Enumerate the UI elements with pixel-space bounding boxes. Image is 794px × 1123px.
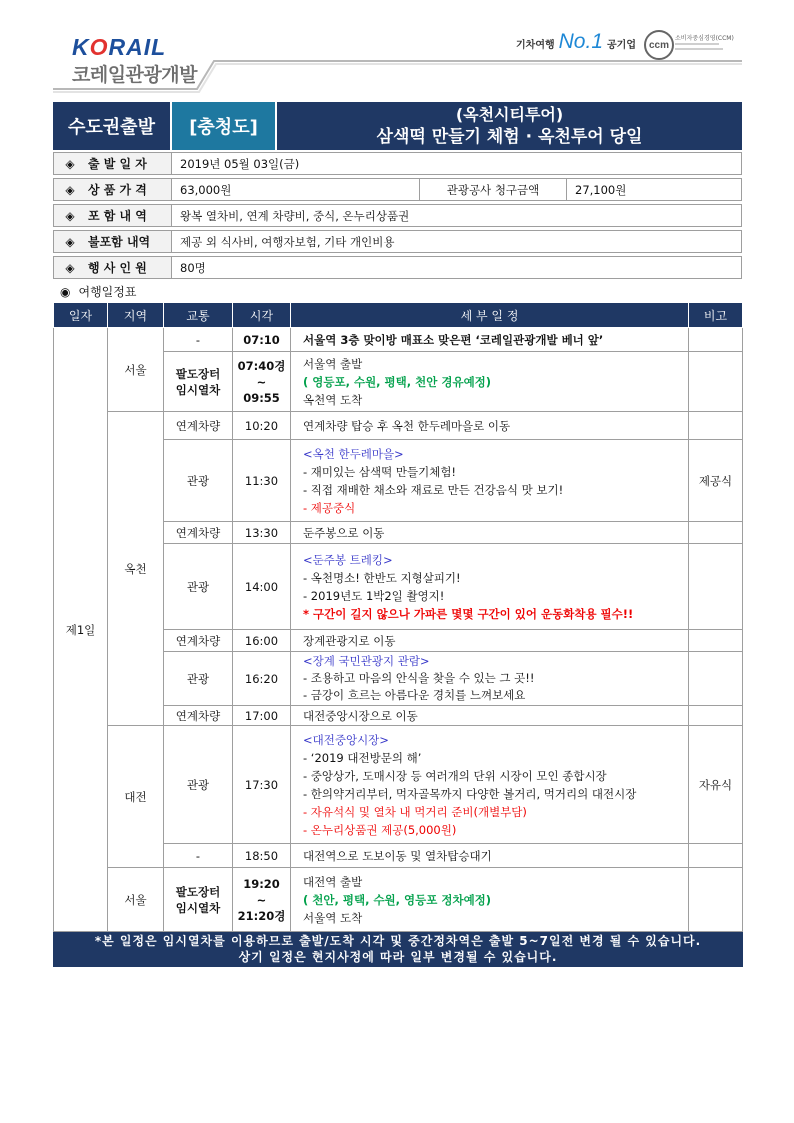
note-cell [689, 652, 743, 706]
schedule-heading [60, 283, 136, 300]
region-box [172, 102, 275, 150]
time-cell [233, 522, 291, 544]
time-cell [233, 868, 291, 932]
time-cell [233, 706, 291, 726]
time-text: 07:40경 [237, 358, 286, 373]
info-row-excluded [53, 230, 742, 253]
diamond-bullet-icon: ◈ [65, 260, 75, 275]
detail-line: 장계관광지로 이동 [303, 633, 396, 648]
ccm-detail-line [675, 48, 723, 50]
day-label: 제1일 [65, 622, 96, 637]
transport-cell [164, 844, 233, 868]
detail-line-voucher: - 온누리상품권 제공(5,000원) [303, 822, 457, 837]
detail-cell [291, 440, 689, 522]
transport-text: 연계차량 [175, 708, 221, 723]
transport-text: - [195, 848, 201, 863]
footer-notice-line: 상기 일정은 현지사정에 따라 일부 변경될 수 있습니다. [238, 950, 558, 964]
note-text: 제공식 [698, 473, 733, 488]
time-cell [233, 352, 291, 412]
tour-subtitle: (옥천시티투어) [455, 105, 564, 124]
detail-line: 둔주봉으로 이동 [303, 525, 385, 540]
info-label-cell [53, 152, 172, 175]
info-label-cell [53, 256, 172, 279]
transport-cell [164, 652, 233, 706]
info-row-price [53, 178, 742, 201]
detail-line-stops: ( 영등포, 수원, 평택, 천안 경유예정) [303, 374, 492, 389]
time-cell [233, 412, 291, 440]
slogan [516, 30, 636, 56]
region-name: 옥천 [124, 561, 147, 576]
diamond-bullet-icon: ◈ [65, 182, 75, 197]
region-name: 대전 [124, 789, 147, 804]
info-label-cell [53, 230, 172, 253]
schedule-heading-text: 여행일정표 [78, 285, 137, 299]
detail-cell [291, 706, 689, 726]
note-cell [689, 328, 743, 352]
detail-cell [291, 412, 689, 440]
detail-cell [291, 352, 689, 412]
header-day: 일자 [54, 303, 108, 328]
time-cell [233, 726, 291, 844]
departure-date-value: 2019년 05월 03일(금) [172, 152, 742, 175]
header-time: 시각 [233, 303, 291, 328]
transport-cell [164, 328, 233, 352]
transport-cell [164, 412, 233, 440]
time-cell [233, 652, 291, 706]
detail-line: - 중앙상가, 도매시장 등 여러개의 단위 시장이 모인 종합시장 [303, 768, 607, 783]
transport-cell [164, 522, 233, 544]
region-name: 서울 [124, 362, 147, 377]
slogan-suffix: 공기업 [607, 40, 636, 51]
day-cell [54, 328, 108, 932]
time-text: 11:30 [244, 473, 279, 488]
detail-line-heading: <옥천 한두레마을> [303, 446, 404, 461]
logo-letter-k: K [72, 34, 90, 60]
detail-line: 대전역 출발 [303, 874, 363, 889]
tour-title-box [277, 102, 742, 150]
slogan-rank: No.1 [558, 30, 603, 53]
note-cell [689, 352, 743, 412]
tour-title: 삼색떡 만들기 체험 · 옥천투어 당일 [376, 127, 643, 147]
time-text: ~ [256, 892, 267, 907]
time-text: 10:20 [244, 418, 279, 433]
slogan-prefix: 기차여행 [516, 40, 555, 51]
detail-line-heading: <둔주봉 트레킹> [303, 552, 393, 567]
transport-cell [164, 544, 233, 630]
region-cell-okcheon [108, 412, 164, 726]
region-name: 서울 [124, 892, 147, 907]
participants-value: 80명 [172, 256, 742, 279]
detail-line: - 2019년도 1박2일 촬영지! [303, 588, 445, 603]
detail-line-meal: - 제공중식 [303, 500, 356, 515]
claim-amount-value: 27,100원 [567, 178, 742, 201]
time-text: ~ [256, 374, 267, 389]
time-text: 17:00 [244, 708, 279, 723]
transport-text: 팔도장터 [175, 884, 221, 899]
time-text: 16:20 [244, 671, 279, 686]
table-row [54, 726, 743, 844]
time-text: 16:00 [244, 633, 279, 648]
note-cell [689, 868, 743, 932]
diamond-bullet-icon: ◈ [65, 234, 75, 249]
transport-text: 팔도장터 [175, 366, 221, 381]
table-row [54, 328, 743, 352]
time-cell [233, 844, 291, 868]
detail-cell [291, 868, 689, 932]
ccm-label: 소비자중심경영(CCM) [675, 35, 734, 42]
detail-line: 서울역 도착 [303, 910, 363, 925]
detail-cell [291, 844, 689, 868]
ccm-logo-icon [644, 30, 674, 60]
transport-text: 관광 [186, 579, 210, 594]
header-details: 세 부 일 정 [291, 303, 689, 328]
price-value: 63,000원 [172, 178, 420, 201]
note-cell [689, 522, 743, 544]
transport-text: 관광 [186, 671, 210, 686]
transport-text: 연계차량 [175, 418, 221, 433]
transport-cell [164, 352, 233, 412]
detail-line-warning: * 구간이 길지 않으나 가파른 몇몇 구간이 있어 운동화착용 필수!! [303, 606, 634, 621]
info-label: 포 함 내 역 [88, 209, 147, 223]
region-cell-seoul-return [108, 868, 164, 932]
note-cell [689, 544, 743, 630]
detail-line: - 옥천명소! 한반도 지형살피기! [303, 570, 461, 585]
transport-cell [164, 868, 233, 932]
footer-notice-line: *본 일정은 임시열차를 이용하므로 출발/도착 시각 및 중간정차역은 출발 5~7일전 변경 될 수 있습니다. [94, 934, 702, 948]
table-row [54, 868, 743, 932]
detail-cell [291, 652, 689, 706]
transport-text: - [195, 332, 201, 347]
detail-line-meal: - 자유석식 및 열차 내 먹거리 준비(개별부담) [303, 804, 527, 819]
transport-cell [164, 630, 233, 652]
info-row-included [53, 204, 742, 227]
detail-line: - 한의약거리부터, 먹자골목까지 다양한 볼거리, 먹거리의 대전시장 [303, 786, 637, 801]
diamond-bullet-icon: ◈ [65, 156, 75, 171]
departure-area-label: 수도권출발 [68, 117, 155, 138]
company-name: 코레일관광개발 [72, 64, 197, 86]
transport-text: 관광 [186, 777, 210, 792]
header-note: 비고 [689, 303, 743, 328]
ccm-mark-text: ccm [648, 39, 669, 51]
region-cell-daejeon [108, 726, 164, 868]
time-text: 09:55 [243, 390, 280, 405]
region-label: [충청도] [189, 117, 258, 138]
note-cell [689, 844, 743, 868]
time-text: 18:50 [244, 848, 279, 863]
detail-cell [291, 630, 689, 652]
transport-text: 임시열차 [175, 900, 221, 915]
detail-line: 대전역으로 도보이동 및 열차탑승대기 [303, 848, 492, 863]
transport-cell [164, 440, 233, 522]
detail-line: 서울역 3층 맞이방 매표소 맞은편 ‘코레일관광개발 베너 앞’ [303, 332, 604, 347]
detail-line: - 조용하고 마음의 안식을 찾을 수 있는 그 곳!! [303, 671, 535, 685]
detail-cell [291, 522, 689, 544]
note-cell [689, 630, 743, 652]
detail-line: - 직접 재배한 채소와 재료로 만든 건강음식 맛 보기! [303, 482, 564, 497]
detail-line: - ‘2019 대전방문의 해’ [303, 750, 422, 765]
detail-line-heading: <대전중앙시장> [303, 732, 389, 747]
transport-text: 임시열차 [175, 382, 221, 397]
detail-cell [291, 726, 689, 844]
time-text: 21:20경 [237, 908, 286, 923]
time-text: 19:20 [243, 876, 280, 891]
detail-line-heading: <장계 국민관광지 관람> [303, 654, 430, 668]
time-cell [233, 630, 291, 652]
circle-bullet-icon: ◉ [60, 285, 71, 299]
ccm-detail-line [675, 43, 719, 45]
transport-cell [164, 726, 233, 844]
included-value: 왕복 열차비, 연계 차량비, 중식, 온누리상품권 [172, 204, 742, 227]
header-region: 지역 [108, 303, 164, 328]
title-bar [53, 102, 742, 150]
transport-text: 관광 [186, 473, 210, 488]
region-cell-seoul-departure [108, 328, 164, 412]
table-header-row [54, 303, 743, 328]
detail-line: 옥천역 도착 [303, 392, 363, 407]
info-label: 출 발 일 자 [88, 157, 147, 171]
header-transport: 교통 [164, 303, 233, 328]
transport-cell [164, 706, 233, 726]
info-label: 행 사 인 원 [88, 261, 147, 275]
time-text: 17:30 [244, 777, 279, 792]
time-text: 13:30 [244, 525, 279, 540]
time-text: 14:00 [244, 579, 279, 594]
time-text: 07:10 [243, 332, 280, 347]
note-cell [689, 706, 743, 726]
note-cell [689, 726, 743, 844]
time-cell [233, 544, 291, 630]
time-cell [233, 440, 291, 522]
footer-notice [54, 932, 743, 967]
note-cell [689, 440, 743, 522]
transport-text: 연계차량 [175, 525, 221, 540]
transport-text: 연계차량 [175, 633, 221, 648]
product-info [53, 152, 742, 282]
detail-line: - 재미있는 삼색떡 만들기체험! [303, 464, 457, 479]
info-label: 불포함 내역 [88, 235, 151, 249]
departure-area-box [53, 102, 170, 150]
logo-emblem-o: O [89, 34, 109, 60]
note-text: 자유식 [698, 777, 733, 792]
info-label-cell [53, 178, 172, 201]
detail-line: 서울역 출발 [303, 356, 363, 371]
detail-line: - 금강이 흐르는 아름다운 경치를 느껴보세요 [303, 688, 526, 702]
time-cell [233, 328, 291, 352]
detail-cell [291, 328, 689, 352]
table-row [54, 412, 743, 440]
info-label-cell [53, 204, 172, 227]
info-row-departure-date [53, 152, 742, 175]
logo-letters-rail: RAIL [108, 34, 167, 60]
excluded-value: 제공 외 식사비, 여행자보험, 기타 개인비용 [172, 230, 742, 253]
diamond-bullet-icon: ◈ [65, 208, 75, 223]
detail-line: 연계차량 탑승 후 옥천 한두레마을로 이동 [303, 418, 511, 433]
itinerary-table [53, 302, 743, 967]
info-label: 상 품 가 격 [88, 183, 147, 197]
detail-line: 대전중앙시장으로 이동 [303, 708, 418, 723]
footer-notice-row [54, 932, 743, 967]
info-row-participants [53, 256, 742, 279]
detail-line-stops: ( 천안, 평택, 수원, 영등포 정차예정) [303, 892, 492, 907]
note-cell [689, 412, 743, 440]
detail-cell [291, 544, 689, 630]
claim-amount-label: 관광공사 청구금액 [420, 178, 567, 201]
korail-logo [72, 34, 166, 61]
